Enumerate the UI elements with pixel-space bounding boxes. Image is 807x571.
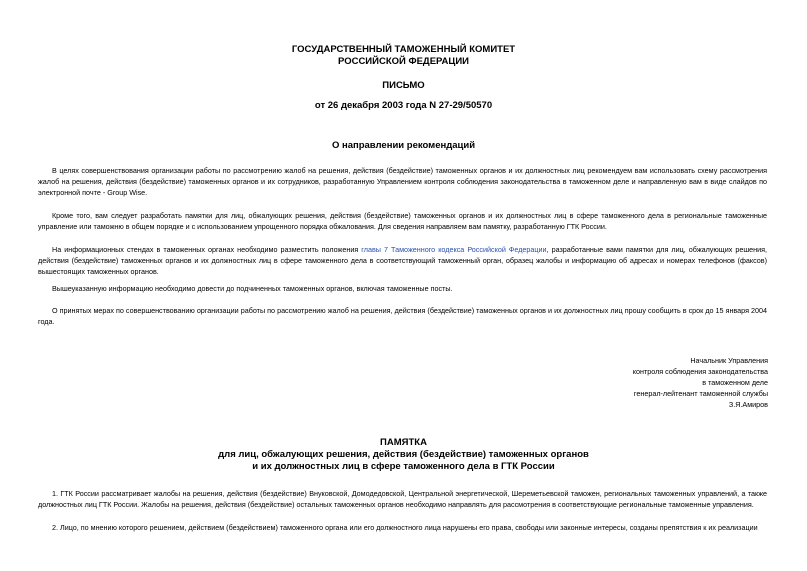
signature-line-4: генерал-лейтенант таможенной службы [633,389,768,398]
document-subject: О направлении рекомендаций [331,140,476,151]
memo-item-2: 2. Лицо, по мнению которого решением, действием (бездействием) таможенного органа или его должностного лица нарушены его права, свободы или законные интересы, созданы препятствия к их реализации [52,523,758,532]
signature-line-1: Начальник Управления [690,356,768,365]
memo-item-1: 1. ГТК России рассматривает жалобы на решения, действия (бездействие) Внуковской, Домодедовской, Центральной энергетической, Шереметьевской таможен, региональных таможенных управлений, а также должностных лиц ГТК России. Жалобы на решения, действия (бездействие) остальных таможенных органов необходимо направлять для рассмотрения в соответствующие региональные таможенные управления. [38,489,767,509]
memo-subtitle-line1: для лиц, обжалующих решения, действия (бездействие) таможенных органов [218,449,589,460]
paragraph-3 [38,244,767,277]
memo-subtitle-line2: и их должностных лиц в сфере таможенного дела в ГТК России [252,461,555,472]
signature-line-3: в таможенном деле [702,378,768,387]
code-chapter-link[interactable]: главы 7 Таможенного кодекса Российской Федерации [361,245,547,254]
memo-title: ПАМЯТКА [380,437,427,448]
paragraph-1: В целях совершенствования организации работы по рассмотрению жалоб на решения, действия (бездействие) таможенных органов и их должностных лиц рекомендуем вам использовать схему рассмотрения жалоб на решения, действия (бездействие) таможенных органов и их сотрудников, разработанную Управлением контроля соблюдения законодательства в таможенном деле и направленную вам в виде слайдов по электронной почте - Group Wise. [38,166,767,197]
signature-name: З.Я.Амиров [728,400,768,409]
paragraph-3-text-start: На информационных стендах в таможенных органах необходимо разместить положения [52,245,362,254]
document-date-number: от 26 декабря 2003 года N 27-29/50570 [314,100,493,111]
org-title-line2: РОССИЙСКОЙ ФЕДЕРАЦИИ [337,56,469,67]
document-type: ПИСЬМО [382,80,425,91]
signature-block [508,355,768,410]
signature-line-2: контроля соблюдения законодательства [632,367,768,376]
paragraph-3-text-end: , разработанные вами памятки для лиц, обжалующих решения, действия (бездействие) таможенных органов и их должностных лиц в сфере таможенного дела в соответствующий таможенный орган, образец жалобы и информацию об адресах и номерах телефонов (факсов) вышестоящих таможенных органов. [38,245,767,276]
paragraph-2: Кроме того, вам следует разработать памятки для лиц, обжалующих решения, действия (бездействие) таможенных органов и их должностных лиц в сфере таможенного дела в региональные таможенные управление или таможню в общем порядке и с использованием упрощенного порядка обжалования. Для сведения направляем вам памятку, разработанную ГТК России. [38,211,767,231]
org-title-line1: ГОСУДАРСТВЕННЫЙ ТАМОЖЕННЫЙ КОМИТЕТ [291,44,516,55]
paragraph-4: Вышеуказанную информацию необходимо довести до подчиненных таможенных органов, включая таможенные посты. [52,284,453,293]
paragraph-5: О принятых мерах по совершенствованию организации работы по рассмотрению жалоб на решения, действия (бездействие) таможенных органов и их должностных лиц прошу сообщить в срок до 15 января 2004 года. [38,306,767,326]
